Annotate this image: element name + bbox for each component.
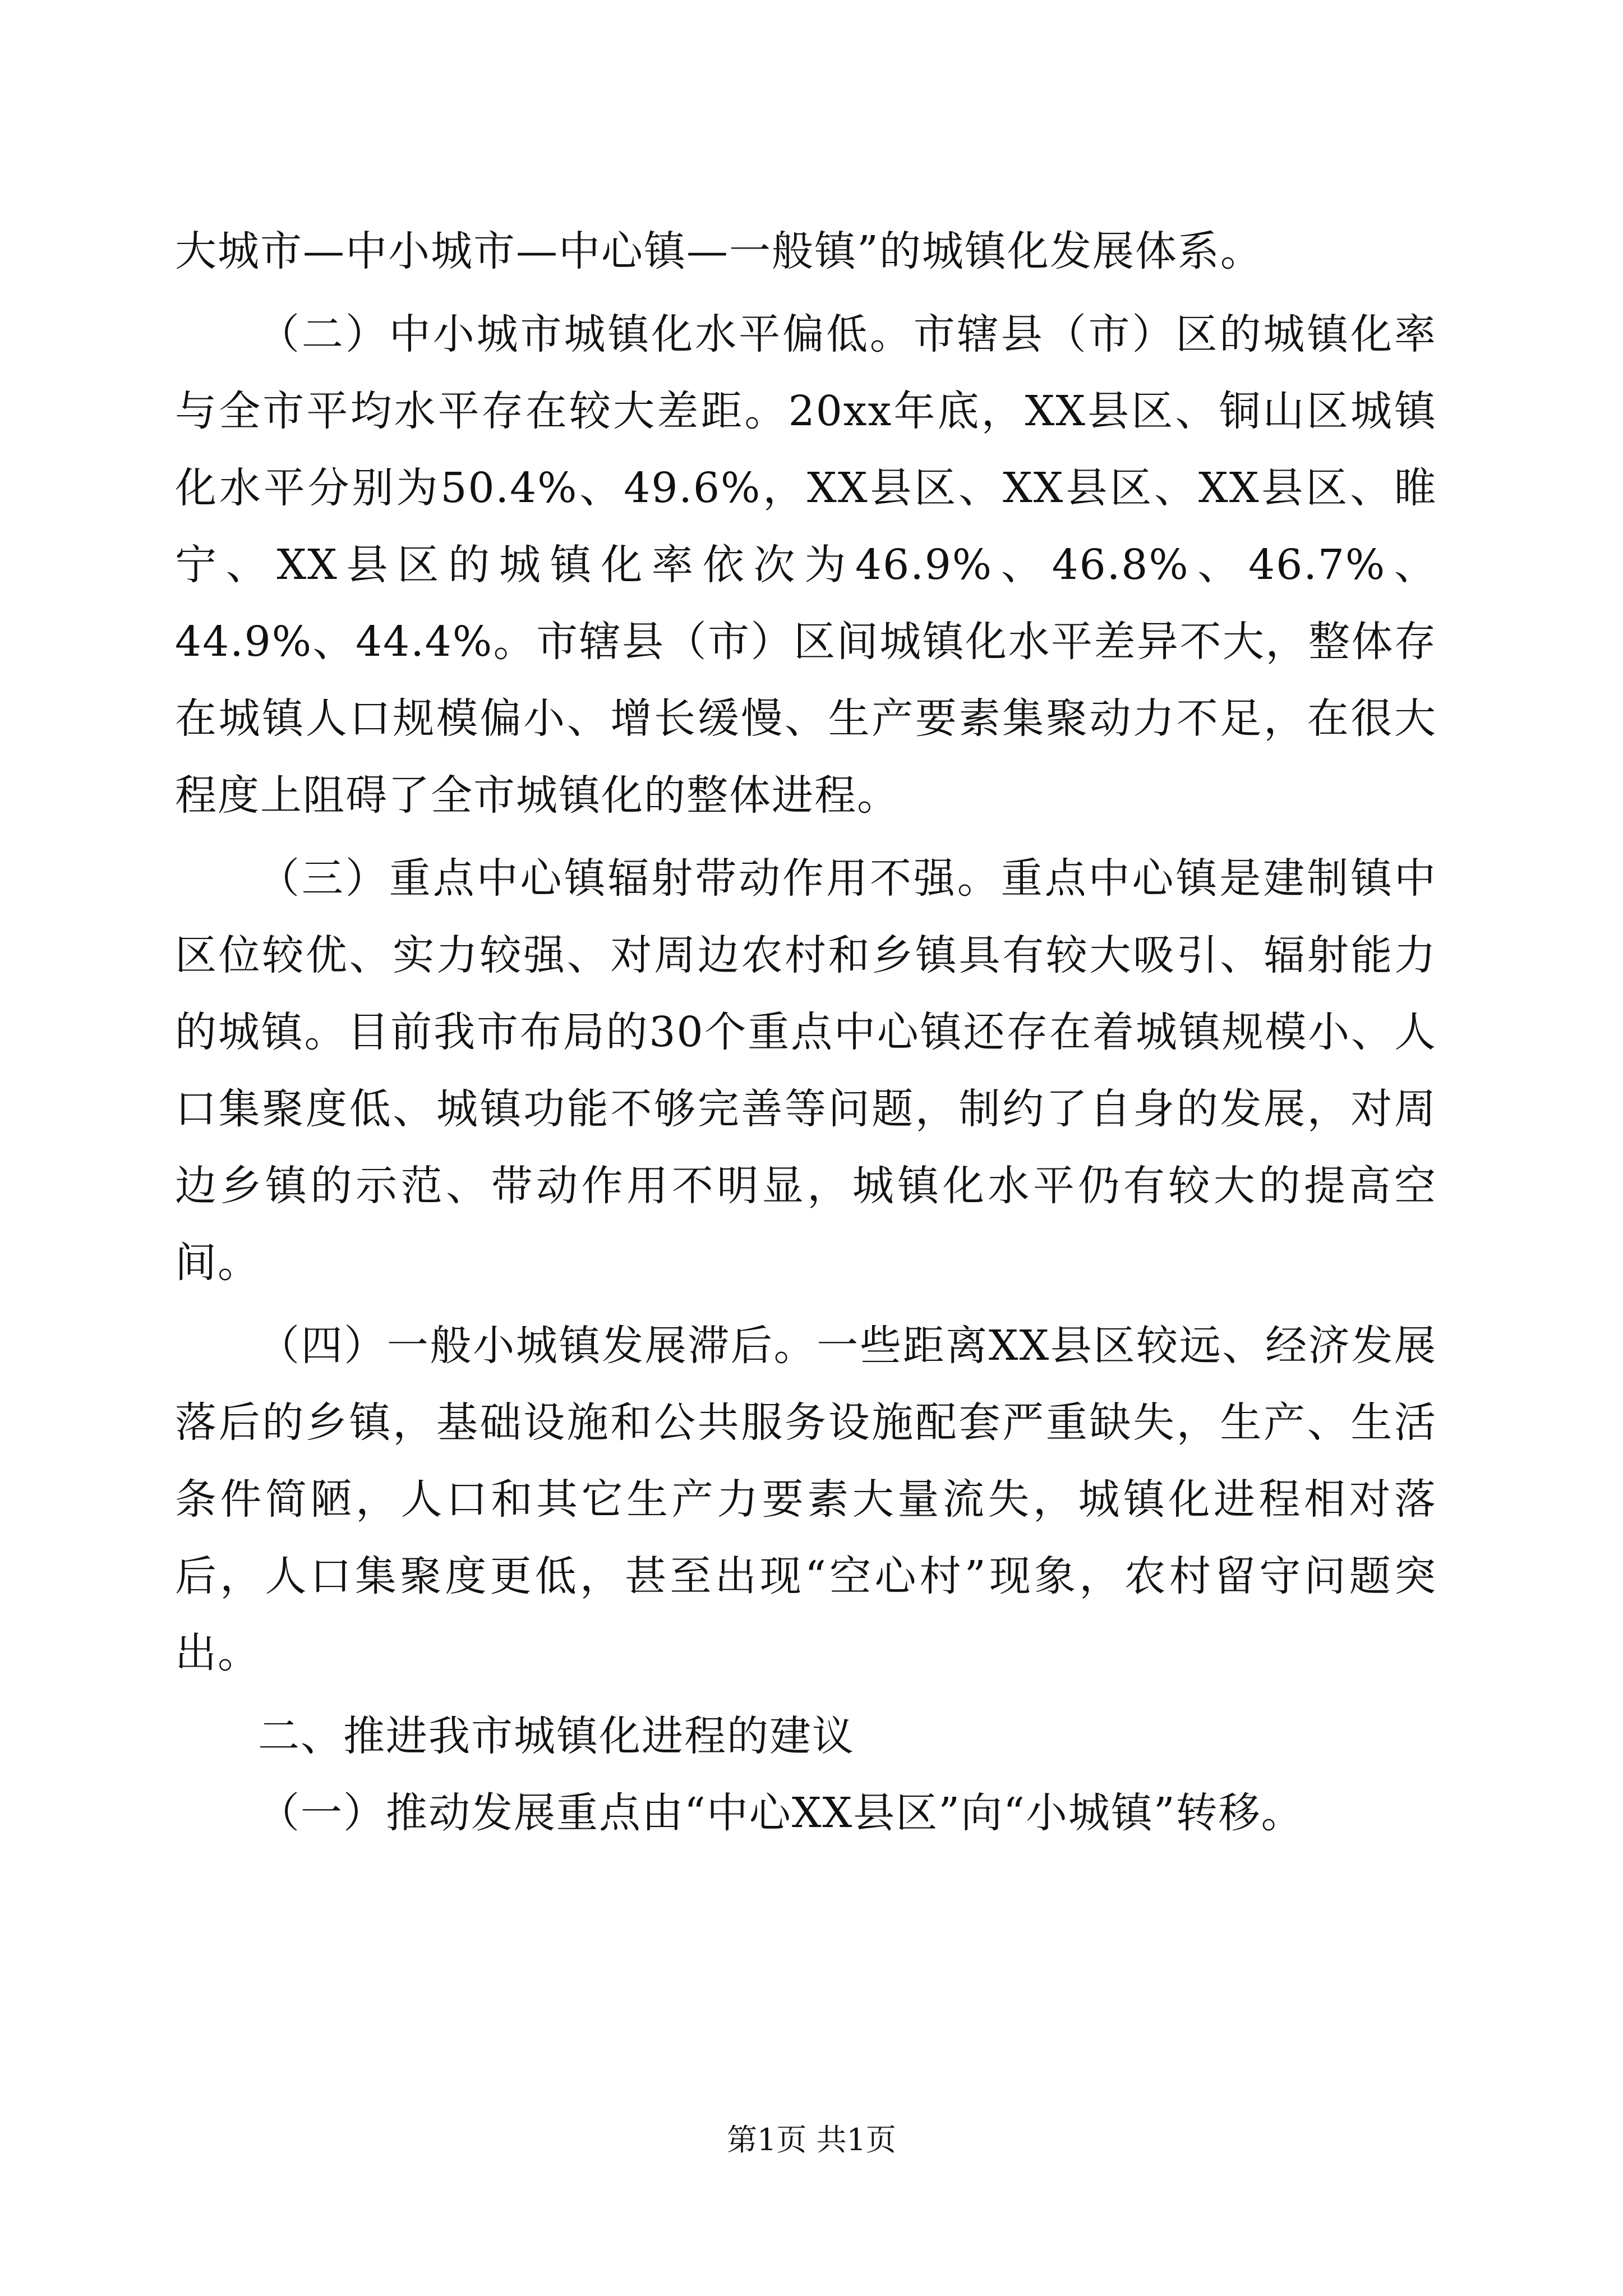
paragraph-section-4: （四）一般小城镇发展滞后。一些距离XX县区较远、经济发展落后的乡镇，基础设施和公共服务设施配套严重缺失，生产、生活条件简陋，人口和其它生产力要素大量流失，城镇化进程相对落后，人口集聚度更低，甚至出现“空心村”现象，农村留守问题突出。 [175, 1322, 1437, 1677]
paragraph-continuation: 大城市—中小城市—中心镇—一般镇”的城镇化发展体系。 [175, 227, 1263, 275]
paragraph-section-3: （三）重点中心镇辐射带动作用不强。重点中心镇是建制镇中区位较优、实力较强、对周边农村和乡镇具有较大吸引、辐射能力的城镇。目前我市布局的30个重点中心镇还存在着城镇规模小、人口集聚度低、城镇功能不够完善等问题，制约了自身的发展，对周边乡镇的示范、带动作用不明显，城镇化水平仍有较大的提高空间。 [175, 854, 1437, 1287]
paragraph-section-2: （二）中小城市城镇化水平偏低。市辖县（市）区的城镇化率与全市平均水平存在较大差距。20xx年底，XX县区、铜山区城镇化水平分别为50.4%、49.6%，XX县区、XX县区、XX县区、睢宁、XX县区的城镇化率依次为46.9%、46.8%、46.7%、44.9%、44.4%。市辖县（市）区间城镇化水平差异不大，整体存在城镇人口规模偏小、增长缓慢、生产要素集聚动力不足，在很大程度上阻碍了全市城镇化的整体进程。 [175, 310, 1437, 820]
page-footer: 第1页 共1页 [727, 2122, 896, 2157]
paragraph-subheading-1: （一）推动发展重点由“中心XX县区”向“小城镇”转移。 [258, 1789, 1304, 1837]
document-body [175, 213, 1437, 1852]
section-heading: 二、推进我市城镇化进程的建议 [258, 1712, 855, 1760]
